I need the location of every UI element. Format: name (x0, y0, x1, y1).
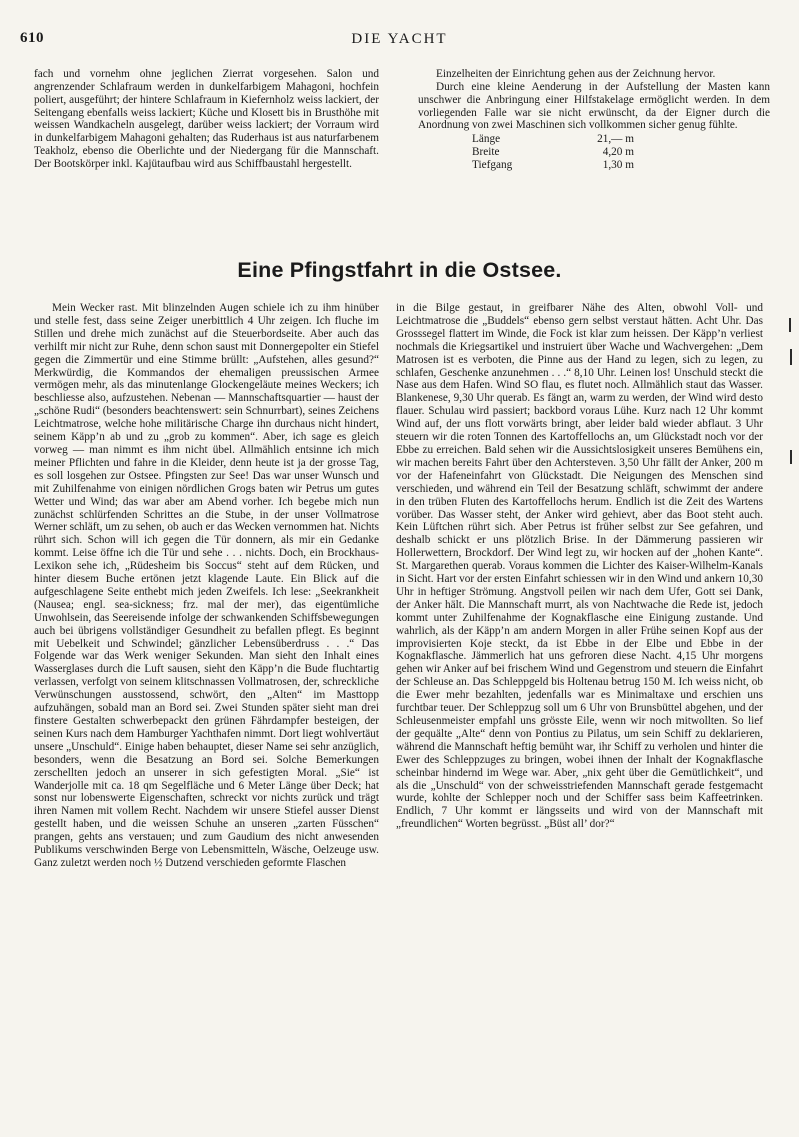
dimension-label: Länge (472, 133, 501, 146)
top-right-paragraph: Einzelheiten der Einrichtung gehen aus der Zeichnung hervor. (436, 68, 716, 80)
margin-mark (790, 349, 792, 365)
dimension-row (472, 146, 640, 159)
dimension-label: Breite (472, 146, 500, 159)
dimension-label: Tiefgang (472, 159, 513, 172)
dimension-row (472, 133, 640, 146)
top-right-column (418, 68, 770, 172)
dimension-value: 21,— m (597, 133, 634, 146)
article-paragraph: Mein Wecker rast. Mit blinzelnden Augen schiele ich zu ihm hinüber und stelle fest, dass seine Zeiger unerbittlich 4 Uhr zeigen. Ich fluche im Stillen und drehe mich zunächst auf die Steuerbordseite. Aber auch das verhilft mir nicht zur Ruhe, denn schon saust mit Donnergepolter ein Stiefel gegen die Zimmertür und eine Stimme brüllt: „Aufstehen, alles gesund?“ Merkwürdig, die Kommandos der ehemaligen preussischen Armee vermögen mehr, als das minutenlange Glockengeläute meines Weckers; ich beschliesse also, aufzustehen. Nebenan — Mannschaftsquartier — haust der „schöne Rudi“ (besonders beachtenswert: sein Schnurrbart), seines Zeichens Leichtmatrose, welche hohe militärische Charge ihn durchaus nicht hindert, seinem Käpp’n ab und zu „grob zu kommen“. Aber, ich sage es gleich vorweg — man nimmt es ihm nicht übel. Allmählich entsinne ich mich meiner Pflichten und fahre in die Kleider, denn heute ist ja der grosse Tag, es soll losgehen zur Ostsee. Pfingsten zur See! Das war unser Wunsch und mit Zuhilfenahme von einigen nördlichen Grogs baten wir Petrus um gutes Wetter und Wind; das war aber am Abend vorher. Ich begebe mich nun zunächst schlürfenden Schrittes an die Stube, in der unser Vollmatrose Werner schläft, um zu sehen, ob auch er das Wecken vernommen hat. Nichts rührt sich. Schon will ich gegen die Tür donnern, als mir ein Gedanke kommt. Leise öffne ich die Tür und sehe . . . nichts. Doch, ein Brockhaus-Lexikon sehe ich, „Rüdesheim bis Soccus“ steht auf dem Rücken, und hinter diesem Buche ertönen jetzt klagende Laute. Ein Blick auf die aufgeschlagene Seite enthebt mich jeden Zweifels. Ich lese: „Seekrankheit (Nausea; engl. sea-sickness; frz. mal der mer), das eigentümliche Unwohlsein, das Seereisende infolge der schwankenden Schiffsbewegungen auch bei übrigens vollständiger Gesundheit zu befallen pflegt. Es beginnt mit Uebelkeit und Schwindel; gänzlicher Lebensüberdruss . . .“ Das Folgende war das Werk weniger Sekunden. Man sieht den Inhalt eines Wasserglases durch die Luft sausen, sieht den Käpp’n die Bude fluchtartig verlassen, verfolgt von seinem klitschnassen Vollmatrosen, der, schreckliche Verwünschungen ausstossend, schwört, den „Alten“ im Masttopp aufzuhängen, sobald man an Bord sei. Zwei Stunden später sieht man drei finstere Gestalten schwerbepackt den grünen Fährdampfer besteigen, der seinen Kurs nach dem Hamburger Yachthafen nimmt. Dort liegt wohlvertäut unsere „Unschuld“. Einige haben behauptet, dieser Name sei sehr anzüglich, besonders, wenn die Besatzung an Bord sei. Solche Bemerkungen zerschellten jedoch an unserer in sich gefestigten Moral. „Sie“ ist Wanderjolle mit ca. 18 qm Segelfläche und 6 Meter Länge über Deck; hat sonst nur lobenswerte Eigenschaften, schreckt vor nichts zurück und trägt ihren Namen mit vollem Recht. Nachdem wir unsere Stiefel ausser Dienst gestellt haben, und die weissen Schuhe an unseren „zarten Füsschen“ prangen, gehts ans verstauen; und zum Gaudium des nicht anwesenden Publikums verschwinden Berge von Lebensmitteln, Wäsche, Oelzeuge usw. Ganz zuletzt werden noch ½ Dutzend verschieden geformte Flaschen (34, 302, 379, 869)
article-paragraph: in die Bilge gestaut, in greifbarer Nähe des Alten, obwohl Voll- und Leichtmatrose die „Buddels“ ebenso gern selbst verstaut hätten. Acht Uhr. Das Grosssegel flattert im Winde, die Fock ist klar zum heissen. Der Käpp’n verliest nochmals die Kriegsartikel und instruiert über Wache und Wachvergehen: „Dem Matrosen ist es verboten, die Pinne aus der Hand zu legen, sich zu legen, zu schlafen, Geschenke anzunehmen . . .“ 8,10 Uhr. Leinen los! Unschuld steckt die Nase aus dem Hafen. Wind SO flau, es flutet noch. Allmählich staut das Wasser. Blankenese, 9,30 Uhr querab. Es fängt an, warm zu werden, der Wind wird desto flauer. Schulau wird passiert; backbord voraus Lühe. Kurz nach 12 Uhr kommt Wind auf, der uns flott vorwärts bringt, aber leider bald wieder abflaut. 3 Uhr steuern wir die roten Tonnen des Kartoffellochs an, um Glückstadt noch vor der Ebbe zu erreichen. Bald sehen wir die Aussichtslosigkeit unseres Bemühens ein, wir machen bereits Fahrt über den Achtersteven. 3,50 Uhr fällt der Anker, 200 m vor der Hafeneinfahrt von Glückstadt. Die Neigungen des Menschen sind verschieden, und während ein Teil der Besatzung schläft, schwimmt der andere in den trüben Fluten des Kartoffellochs herum. Endlich ist die Zeit des Wartens vorüber. Das Wasser steht, der Anker wird gehievt, aber das Boot steht auch. Kein Lüftchen rührt sich. Aber Petrus ist früher selbst zur See gefahren, und deshalb schickt er uns plötzlich Brise. In der Dämmerung passieren wir Hollerwettern, Brockdorf. Der Wind legt zu, wir hocken auf der „hohen Kante“. St. Margarethen querab. Voraus kommen die Lichter des Kaiser-Wilhelm-Kanals in Sicht. Hart vor der ersten Einfahrt schiessen wir in den Wind und ankern 10,30 Uhr in heftiger Strömung. Angstvoll peilen wir nach dem Ufer, Gott sei Dank, der Anker hält. Die Mannschaft murrt, als von Nachtwache die Rede ist, jedoch kommt unter Zuhilfenahme der Kognakflasche eine Einigung zustande. Und wahrlich, als der Käpp’n am andern Morgen in aller Frühe seinen Kopf aus der improvisierten Koje steckt, da ist Ebbe in der Elbe und Ebbe in der Kognakflasche. Jämmerlich hat uns gefroren diese Nacht. 4,15 Uhr morgens gehen wir Anker auf bei frischem Wind und Gegenstrom und steuern die Einfahrt der Schleuse an. Das Schleppgeld bis Holtenau betrug 150 M. Ich weiss nicht, ob die Ewer mehr bezahlten, jedenfalls war es Minimaltaxe und erschien uns furchtbar teuer. Der Schleppzug soll um 6 Uhr von Brunsbüttel abgehen, und der Schleusenmeister empfahl uns grösste Eile, wenn wir noch mitwollten. So lief der gequälte „Alte“ denn von Pontius zu Pilatus, um sein Schiff zu deklarieren, während die Mannschaft heftig bemüht war, ihr Schiff zu verholen und hinter die Ewer des Schleppzuges zu bringen, wobei ihnen der Inhalt der Kognakflasche scheinbar hindernd im Wege war. Aber, „nix geht über die Gemütlichkeit“, und als die „Unschuld“ von der schweisstriefenden Mannschaft gerade festgemacht wurde, kohlte der Schlepper noch und der Schiffer sass beim Kaffeetrinken. Endlich, 7 Uhr kommt er längsseits und wird von der Mannschaft mit „freundlichen“ Worten begrüsst. „Büst all’ dor?“ (396, 302, 763, 831)
dimension-value: 1,30 m (602, 159, 634, 172)
margin-mark (790, 450, 792, 464)
article-title: Eine Pfingstfahrt in die Ostsee. (237, 258, 562, 282)
top-right-paragraph: Durch eine kleine Aenderung in der Aufstellung der Masten kann unschwer die Anbringung einer Hilfstakelage ermöglicht werden. In dem vorliegenden Falle war sie nicht erwünscht, da der Eigner durch die Anordnung von zwei Maschinen sich vollkommen sicher genug fühlte. (418, 80, 770, 132)
top-left-column (34, 68, 379, 171)
dimension-row (472, 159, 640, 172)
dimensions-table (472, 133, 640, 172)
article-right-column (396, 302, 763, 831)
page-number: 610 (20, 30, 44, 46)
margin-mark (789, 318, 791, 332)
top-left-paragraph: fach und vornehm ohne jeglichen Zierrat vorgesehen. Salon und angrenzender Schlafraum werden in dunkelfarbigem Mahagoni, hochfein poliert, ausgeführt; der hintere Schlafraum in Kiefernholz weiss lackiert, der Seitengang ebenfalls weiss lackiert; Küche und Klosett bis in Brusthöhe mit weissen Wandkacheln ausgelegt, darüber weiss lackiert; der Vorraum wird in dunkelfarbigem Mahagoni gehalten; das Ruderhaus ist aus naturfarbenem Teakholz, ebenso die Oberlichte und der Niedergang für die Mannschaft. Der Bootskörper inkl. Kajütaufbau wird aus Schiffbaustahl hergestellt. (34, 68, 379, 170)
dimension-value: 4,20 m (602, 146, 634, 159)
article-left-column (34, 302, 379, 870)
running-title: DIE YACHT (351, 31, 448, 47)
